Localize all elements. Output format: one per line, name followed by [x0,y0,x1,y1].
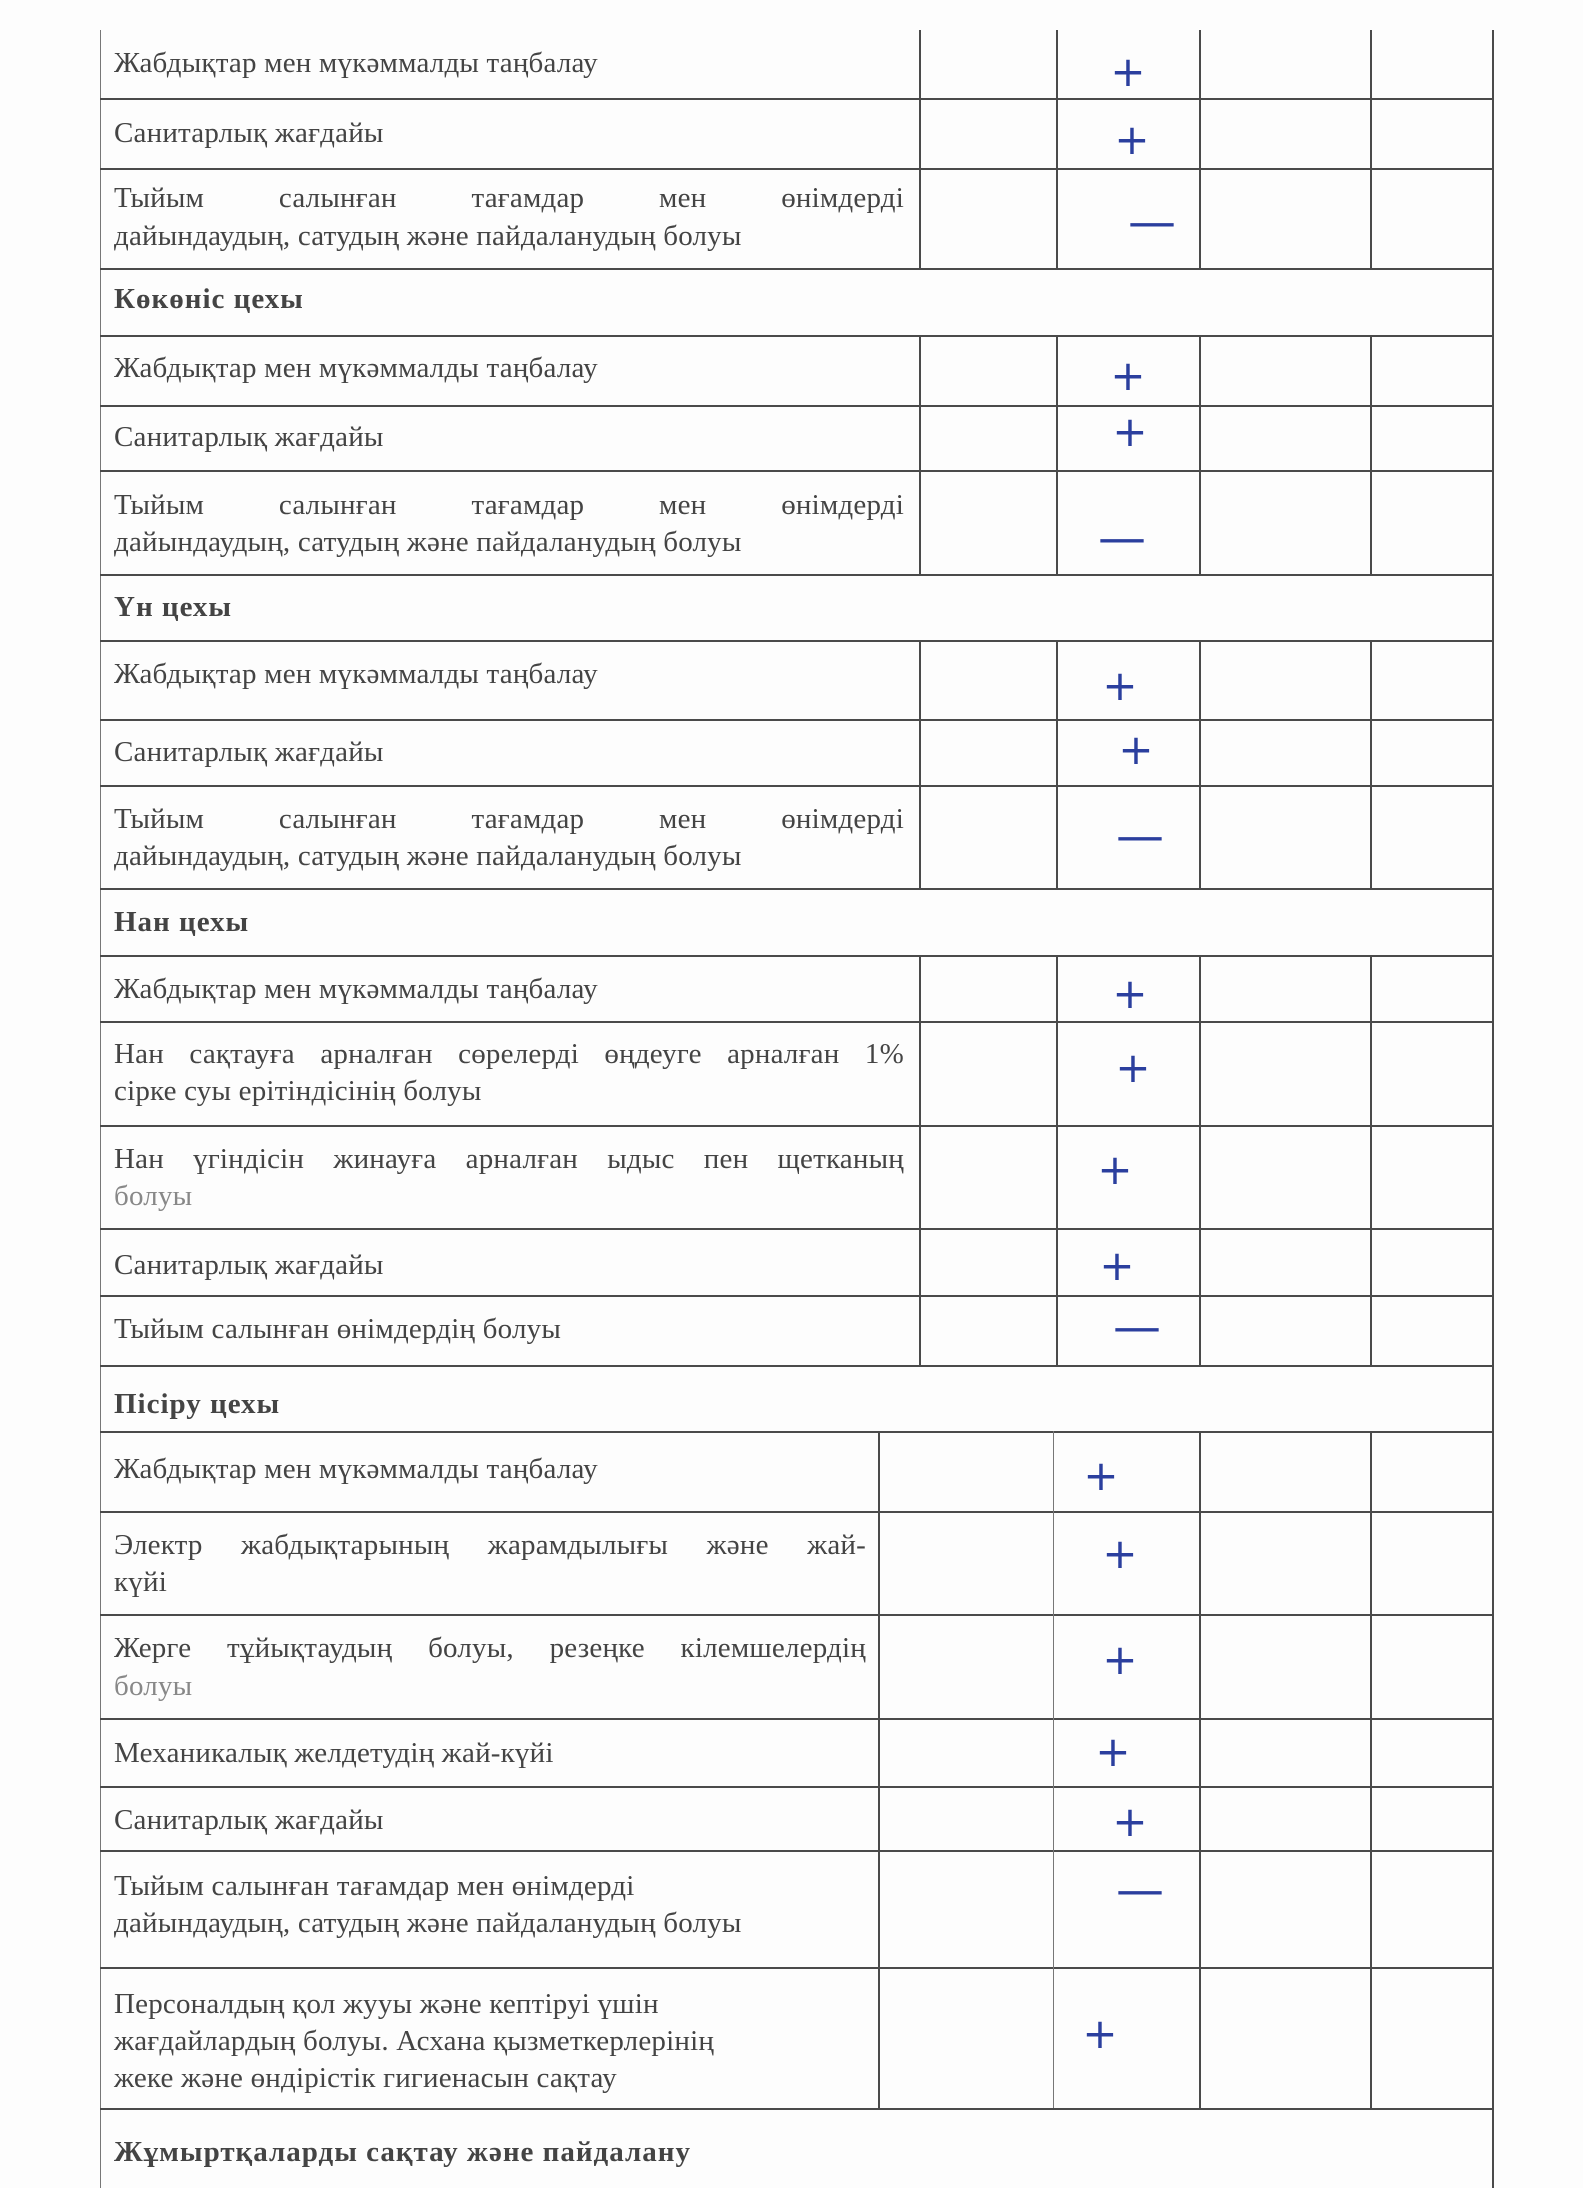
row-divider [100,1786,1494,1788]
row-label-cont: дайындаудың, сатудың және пайдаланудың болуы [114,840,742,872]
column-divider [1370,335,1372,574]
section-heading-egg-storage: Жұмыртқаларды сақтау және пайдалану [114,2136,691,2168]
row-label: Персоналдың қол жууы және кептіруі үшін [114,1988,659,2020]
check-mark: + [1110,47,1146,96]
column-divider [919,30,921,268]
row-label: Нан сақтауға арналған сөрелерді өңдеуге арналған 1% [114,1038,904,1070]
column-divider [1370,30,1372,268]
section-heading-bread-shop: Нан цехы [114,906,250,938]
row-divider [100,1365,1494,1367]
row-divider [100,405,1494,407]
row-divider [100,574,1494,576]
check-mark: — [1098,510,1146,566]
check-mark: + [1083,1451,1119,1500]
row-divider [100,2108,1494,2110]
row-label: Механикалық желдетудің жай-күйі [114,1737,554,1769]
row-divider [100,1125,1494,1127]
column-divider [1199,335,1201,574]
column-divider [1056,640,1058,888]
row-divider [100,1850,1494,1852]
section-heading-flour-shop: Үн цехы [114,591,233,623]
row-divider [100,1295,1494,1297]
section-heading-vegetable-shop: Көкөніс цехы [114,283,304,315]
row-label: Жабдықтар мен мүкәммалды таңбалау [114,352,598,384]
check-mark: + [1102,1529,1138,1578]
row-label: Электр жабдықтарының жарамдылығы және жай- [114,1529,866,1561]
column-divider [1056,30,1058,268]
row-label-cont: жеке және өндірістік гигиенасын сақтау [114,2062,617,2094]
check-mark: — [1116,808,1164,864]
row-divider [100,1718,1494,1720]
row-label: Санитарлық жағдайы [114,1249,384,1281]
row-divider [100,98,1494,100]
row-divider [100,1967,1494,1969]
check-mark: — [1128,194,1176,250]
row-divider [100,335,1494,337]
row-label-cont: болуы [114,1670,193,1702]
row-label-cont: дайындаудың, сатудың және пайдаланудың болуы [114,220,742,252]
row-label: Жабдықтар мен мүкәммалды таңбалау [114,658,598,690]
column-divider [1053,1431,1054,2108]
check-mark: + [1095,1727,1131,1776]
row-divider [100,1614,1494,1616]
row-label: Жабдықтар мен мүкәммалды таңбалау [114,1453,598,1485]
row-label-cont: күйі [114,1566,167,1598]
column-divider [878,1431,880,2108]
row-label: Санитарлық жағдайы [114,117,384,149]
row-label-cont: дайындаудың, сатудың және пайдаланудың болуы [114,1907,742,1939]
check-mark: + [1102,661,1138,710]
row-label-cont: сірке суы ерітіндісінің болуы [114,1075,482,1107]
check-mark: + [1112,1797,1148,1846]
row-label: Санитарлық жағдайы [114,736,384,768]
check-mark: + [1099,1241,1135,1290]
row-divider [100,168,1494,170]
check-mark: — [1113,1299,1161,1355]
column-divider [919,335,921,574]
check-mark: + [1115,1043,1151,1092]
row-divider [100,888,1494,890]
column-divider [1199,955,1201,1365]
row-divider [100,268,1494,270]
check-mark: + [1102,1635,1138,1684]
row-label-cont: болуы [114,1180,193,1212]
column-divider [1370,640,1372,888]
row-label: Тыйым салынған тағамдар мен өнімдерді [114,182,904,214]
check-mark: + [1114,115,1150,164]
check-mark: + [1112,969,1148,1018]
check-mark: + [1110,351,1146,400]
row-label: Жабдықтар мен мүкәммалды таңбалау [114,47,598,79]
check-mark: + [1118,725,1154,774]
row-label: Жерге тұйықтаудың болуы, резеңке кілемшелердің [114,1632,866,1664]
row-label: Санитарлық жағдайы [114,421,384,453]
row-divider [100,1511,1494,1513]
check-mark: + [1112,407,1148,456]
row-label-cont: дайындаудың, сатудың және пайдаланудың болуы [114,526,742,558]
row-divider [100,1431,1494,1433]
column-divider [919,955,921,1365]
row-divider [100,640,1494,642]
check-mark: + [1097,1145,1133,1194]
column-divider [1199,640,1201,888]
row-divider [100,719,1494,721]
table-border-left [100,30,101,2188]
row-divider [100,470,1494,472]
column-divider [919,640,921,888]
row-label: Тыйым салынған тағамдар мен өнімдерді [114,1870,635,1902]
row-label: Жабдықтар мен мүкәммалды таңбалау [114,973,598,1005]
column-divider [1370,955,1372,1365]
row-label-cont: жағдайлардың болуы. Асхана қызметкерлерінің [114,2025,715,2057]
column-divider [1199,30,1201,268]
row-divider [100,1021,1494,1023]
section-heading-cooking-shop: Пісіру цехы [114,1388,281,1420]
column-divider [1370,1431,1372,2108]
check-mark: — [1116,1862,1164,1918]
column-divider [1199,1431,1201,2108]
row-divider [100,955,1494,957]
table-border-right [1492,30,1494,2188]
column-divider [1056,955,1058,1365]
row-divider [100,1228,1494,1230]
row-label: Тыйым салынған тағамдар мен өнімдерді [114,803,904,835]
column-divider [1056,335,1058,574]
row-label: Тыйым салынған өнімдердің болуы [114,1313,562,1345]
row-label: Тыйым салынған тағамдар мен өнімдерді [114,489,904,521]
row-label: Нан үгіндісін жинауға арналған ыдыс пен щетканың [114,1143,904,1175]
row-divider [100,785,1494,787]
check-mark: + [1082,2009,1118,2058]
row-label: Санитарлық жағдайы [114,1804,384,1836]
